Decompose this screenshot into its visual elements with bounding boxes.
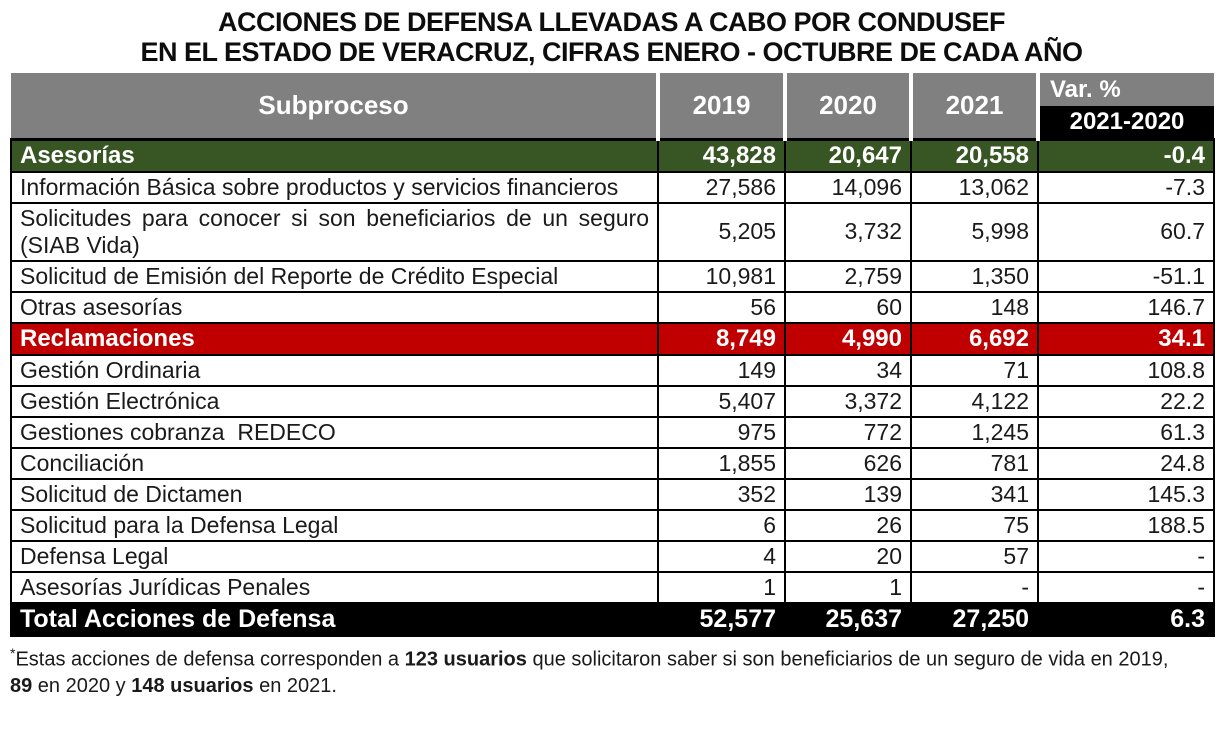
footnote-line xyxy=(10,644,1215,673)
cell-2020: 14,096 xyxy=(785,172,911,203)
cell-2019: 1 xyxy=(658,572,785,603)
cell-2019: 27,586 xyxy=(658,172,785,203)
cell-2019: 52,577 xyxy=(658,603,785,636)
cell-2019: 5,205 xyxy=(658,203,785,261)
row-label: Gestiones cobranza REDECO xyxy=(11,417,658,448)
cell-2021: 341 xyxy=(911,479,1038,510)
cell-2020: 20 xyxy=(785,541,911,572)
table-row xyxy=(11,386,1214,417)
column-header-var-pct: Var. % xyxy=(1038,73,1214,106)
footnote-segment: 123 usuarios xyxy=(404,648,527,671)
cell-2021: 1,245 xyxy=(911,417,1038,448)
cell-2019: 4 xyxy=(658,541,785,572)
row-label: Defensa Legal xyxy=(11,541,658,572)
cell-2019: 352 xyxy=(658,479,785,510)
cell-2020: 772 xyxy=(785,417,911,448)
table-row xyxy=(11,292,1214,323)
table-header xyxy=(11,73,1214,139)
cell-2021: 148 xyxy=(911,292,1038,323)
cell-2021: 57 xyxy=(911,541,1038,572)
cell-2019: 149 xyxy=(658,355,785,386)
cell-var-pct: -51.1 xyxy=(1038,261,1214,292)
footnote-line xyxy=(10,673,1215,700)
row-label: Total Acciones de Defensa xyxy=(11,603,658,636)
page-title xyxy=(0,0,1223,67)
cell-2020: 626 xyxy=(785,448,911,479)
cell-2021: 1,350 xyxy=(911,261,1038,292)
cell-var-pct: 146.7 xyxy=(1038,292,1214,323)
cell-var-pct: 60.7 xyxy=(1038,203,1214,261)
cell-2019: 6 xyxy=(658,510,785,541)
cell-2019: 975 xyxy=(658,417,785,448)
row-label: Conciliación xyxy=(11,448,658,479)
table-row xyxy=(11,541,1214,572)
cell-2021: 71 xyxy=(911,355,1038,386)
footnote-segment: que solicitaron saber si son beneficiarios de un seguro de vida en 2019, xyxy=(526,648,1169,671)
cell-2020: 1 xyxy=(785,572,911,603)
cell-var-pct: 6.3 xyxy=(1038,603,1214,636)
table-row xyxy=(11,355,1214,386)
row-label: Gestión Ordinaria xyxy=(11,355,658,386)
cell-var-pct: 61.3 xyxy=(1038,417,1214,448)
row-label: Solicitud de Dictamen xyxy=(11,479,658,510)
table-body xyxy=(11,139,1214,636)
cell-var-pct: 108.8 xyxy=(1038,355,1214,386)
cell-2020: 3,732 xyxy=(785,203,911,261)
cell-2021: 13,062 xyxy=(911,172,1038,203)
column-header-var-period: 2021-2020 xyxy=(1038,106,1214,139)
cell-2021: 6,692 xyxy=(911,323,1038,355)
table-row xyxy=(11,479,1214,510)
footnote-segment: 89 xyxy=(10,675,33,698)
footnote xyxy=(10,644,1215,700)
row-label: Asesorías Jurídicas Penales xyxy=(11,572,658,603)
row-label: Solicitudes para conocer si son beneficiarios de un seguro (SIAB Vida) xyxy=(11,203,658,261)
cell-var-pct: -0.4 xyxy=(1038,139,1214,172)
cell-2021: 781 xyxy=(911,448,1038,479)
cell-var-pct: - xyxy=(1038,541,1214,572)
footnote-segment: 148 usuarios xyxy=(131,675,254,698)
footnote-segment: Estas acciones de defensa corresponden a xyxy=(15,648,405,671)
table-row xyxy=(11,448,1214,479)
footnote-segment: en 2020 y xyxy=(32,675,132,698)
row-label: Asesorías xyxy=(11,139,658,172)
cell-2021: 20,558 xyxy=(911,139,1038,172)
cell-2021: - xyxy=(911,572,1038,603)
column-header-2019: 2019 xyxy=(658,73,785,139)
column-header-subproceso: Subproceso xyxy=(11,73,658,139)
footnote-segment: en 2021. xyxy=(253,675,337,698)
cell-var-pct: 188.5 xyxy=(1038,510,1214,541)
title-line-2: EN EL ESTADO DE VERACRUZ, CIFRAS ENERO - OCTUBRE DE CADA AÑO xyxy=(140,37,1083,68)
row-label: Reclamaciones xyxy=(11,323,658,355)
row-label: Solicitud para la Defensa Legal xyxy=(11,510,658,541)
cell-2019: 8,749 xyxy=(658,323,785,355)
column-header-2020: 2020 xyxy=(785,73,911,139)
cell-var-pct: - xyxy=(1038,572,1214,603)
cell-2021: 27,250 xyxy=(911,603,1038,636)
table-row xyxy=(11,203,1214,261)
cell-2020: 4,990 xyxy=(785,323,911,355)
table-row xyxy=(11,323,1214,355)
cell-var-pct: 24.8 xyxy=(1038,448,1214,479)
cell-var-pct: 145.3 xyxy=(1038,479,1214,510)
cell-2021: 75 xyxy=(911,510,1038,541)
cell-2019: 56 xyxy=(658,292,785,323)
table-row xyxy=(11,261,1214,292)
cell-var-pct: -7.3 xyxy=(1038,172,1214,203)
table-row xyxy=(11,172,1214,203)
row-label: Solicitud de Emisión del Reporte de Crédito Especial xyxy=(11,261,658,292)
cell-var-pct: 22.2 xyxy=(1038,386,1214,417)
cell-2019: 10,981 xyxy=(658,261,785,292)
cell-2020: 26 xyxy=(785,510,911,541)
cell-2019: 1,855 xyxy=(658,448,785,479)
cell-2020: 3,372 xyxy=(785,386,911,417)
row-label: Gestión Electrónica xyxy=(11,386,658,417)
cell-2020: 60 xyxy=(785,292,911,323)
table-row xyxy=(11,572,1214,603)
cell-2020: 20,647 xyxy=(785,139,911,172)
cell-2019: 5,407 xyxy=(658,386,785,417)
table-row xyxy=(11,510,1214,541)
cell-var-pct: 34.1 xyxy=(1038,323,1214,355)
table-row xyxy=(11,603,1214,636)
row-label: Otras asesorías xyxy=(11,292,658,323)
cell-2019: 43,828 xyxy=(658,139,785,172)
cell-2020: 34 xyxy=(785,355,911,386)
condusef-actions-table xyxy=(10,73,1215,637)
title-line-1: ACCIONES DE DEFENSA LLEVADAS A CABO POR CONDUSEF xyxy=(217,7,1006,37)
cell-2020: 2,759 xyxy=(785,261,911,292)
cell-2020: 25,637 xyxy=(785,603,911,636)
cell-2021: 5,998 xyxy=(911,203,1038,261)
row-label: Información Básica sobre productos y servicios financieros xyxy=(11,172,658,203)
cell-2020: 139 xyxy=(785,479,911,510)
cell-2021: 4,122 xyxy=(911,386,1038,417)
table-row xyxy=(11,139,1214,172)
footnote-segment: * xyxy=(10,644,16,661)
column-header-2021: 2021 xyxy=(911,73,1038,139)
table-row xyxy=(11,417,1214,448)
